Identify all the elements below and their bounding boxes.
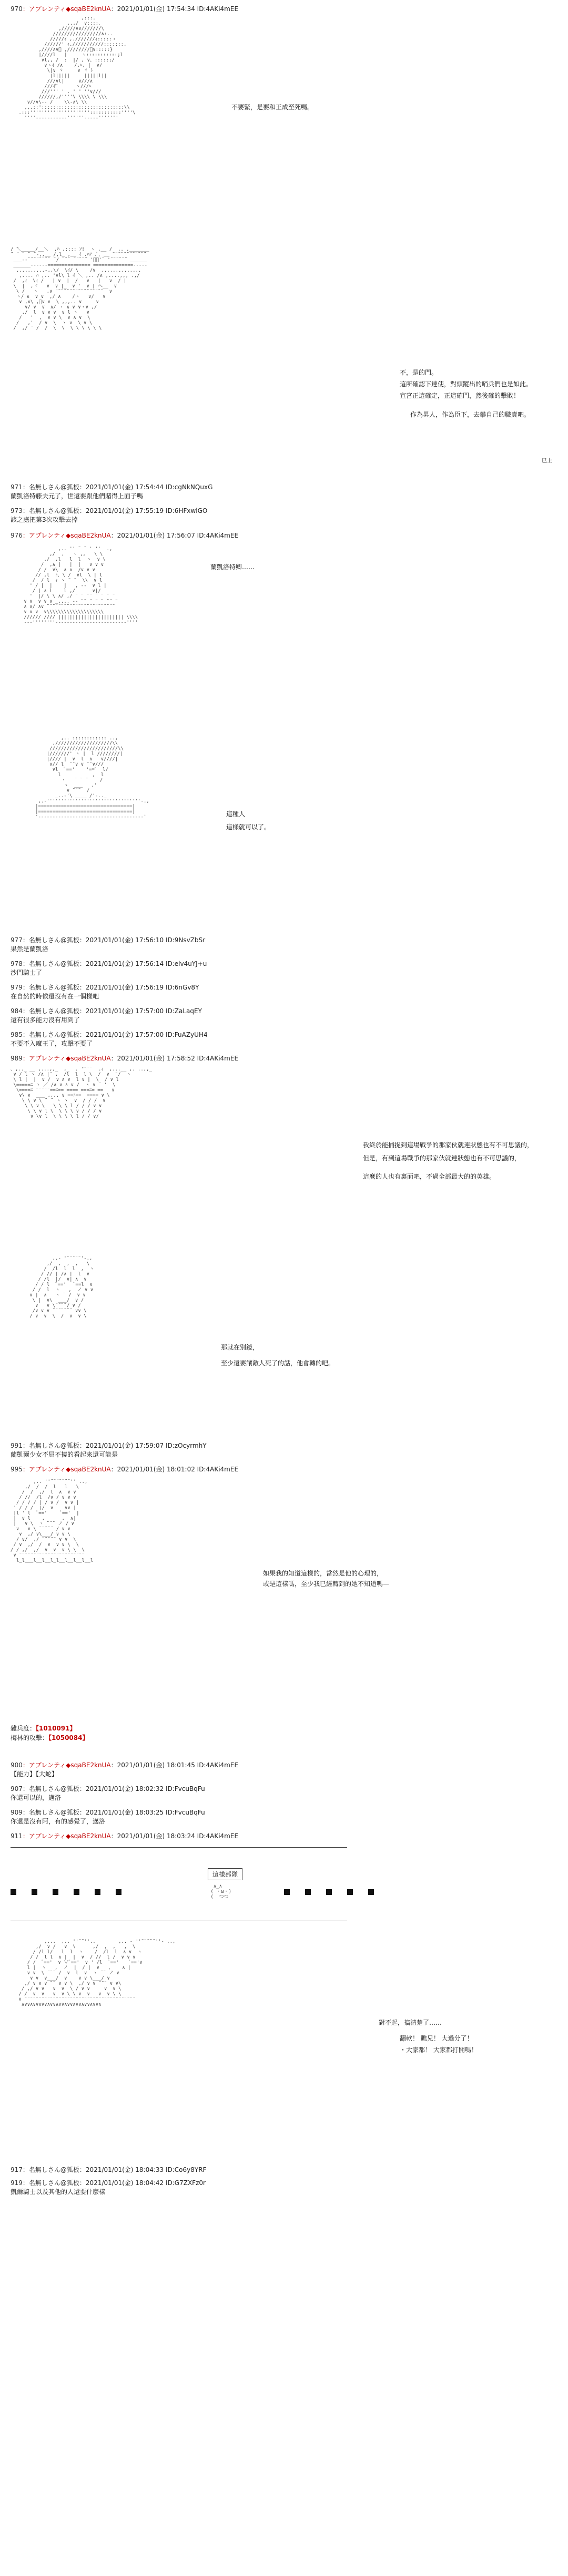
poster-name[interactable]: ：アプレンティ: [22, 532, 66, 539]
post-date: ：2021/01/01(金) 17:59:07 ID:zOcyrmhY: [79, 1442, 207, 1449]
dialog-line: 這麼的人也有裏面吧，不過全部最大的的英雄。: [363, 1173, 496, 1180]
post-number: 991: [11, 1442, 23, 1449]
post-907-header: [11, 1784, 205, 1793]
post-date: ：2021/01/01(金) 17:54:44 ID:cgNkNQuxG: [79, 483, 213, 491]
post-body: 【能力】【大蛇】: [11, 1770, 58, 1778]
dialog-line: 不要緊，是要和王成至死嗎。: [231, 104, 314, 111]
post-985-header: [11, 1030, 208, 1039]
ascii-art-4: ,.. :::::::::::: .., ,////////////////////\\ ////////////////////////\\ |///////' ヽ | l ////////| |//// | ∨ l ∧ ∨////| ∨// l ̄ ̄ ∨ ∨ ̄ ̄ ∨/// ∨l ﾟ==' '==ﾟ l/ l , l ヽ ¨ ¨ ¨ / ヽ ___ ,' ∨ ¨¨¨ / _..-'\ ____ /'-.._ ,.-'''''''''''''''''''''''''''''''''-., |=================================| |=================================| '-------------------------------------': [35, 736, 149, 820]
post-date: ：2021/01/01(金) 18:03:25 ID:FvcuBqFu: [79, 1809, 205, 1816]
post-973-header: [11, 506, 207, 515]
post-date: ：2021/01/01(金) 17:57:00 ID:FuAZyUH4: [79, 1031, 208, 1038]
tripcode: ◆sqaBE2knUA: [66, 5, 111, 13]
square-marker-icon: [116, 1889, 121, 1895]
square-marker-icon: [326, 1889, 332, 1895]
post-number: 973: [11, 507, 23, 514]
dialog-line: 蘭凱洛特卿……: [210, 563, 255, 571]
post-917-header: [11, 2165, 206, 2174]
dialog-line: 如果我的知道這樣的，當然是他的心理的，: [263, 1570, 383, 1577]
poster-name[interactable]: ：アプレンティ: [22, 5, 66, 13]
post-number: 984: [11, 1007, 23, 1015]
post-body: 在自然的時候還沒有在一個樣吧: [11, 993, 99, 1000]
unit-label-box: 這樣部隊: [208, 1868, 242, 1880]
post-body: 你還是沒有阿，有的感覺了，邁洛: [11, 1818, 106, 1825]
post-body: 你還可以的，邁洛: [11, 1794, 62, 1801]
post-989-header: [11, 1054, 238, 1063]
result-label: 梅林的攻擊：: [11, 1734, 49, 1742]
post-number: 909: [11, 1809, 23, 1816]
square-marker-icon: [368, 1889, 374, 1895]
dialog-line: 不，是的門。: [400, 369, 438, 376]
post-date: ：2021/01/01(金) 18:01:02 ID:4AKi4mEE: [110, 1466, 239, 1473]
poster-name[interactable]: ：アプレンティ: [22, 1832, 66, 1840]
post-977-header: [11, 935, 205, 944]
post-body: 蘭凱爾少女不屈不撓的看起來還可能是: [11, 1451, 118, 1458]
result-value: 【1010091】: [36, 1725, 76, 1732]
post-number: 979: [11, 984, 23, 991]
divider: [11, 1847, 347, 1848]
poster-name[interactable]: ：アプレンティ: [22, 1055, 66, 1062]
ascii-art-1: ,:::. ,.,/ ∨:::;、 ,/////∨∨///////\ /////////////////∧:.. /////ｲ ,.///////ｨ:::::ゝ //////' ｨ.///////////:::::;:. ,////∧∨ﾞ ,////////ﾞ∨:::::} |////l | ヽ:::::::::::;l ∨l,, / : |/ , ∨、:::::;/ ∨ヽｲ /∧ /,ﾍ, | ∨/ \|∨ ヾ ∨ ヾ ﾄ |l||||| |||||l|| ///∨l| ∨///∧ ///ｲ'ﾞ ヽ///ﾍ ///''' ' . ' ' ''∨/// //////,/''''\ \\\\ \ \\\ ∨//∨\-- / \\-∧\ \\ ,,.::':::::::::::::::::::::::::::::\\ .:::''''''''''''''''''''':::::::::::''''\ ''''-----------''''''-----''''''': [18, 16, 136, 121]
square-marker-icon: [32, 1889, 37, 1895]
post-970-header: [11, 4, 238, 13]
poster-name[interactable]: ：名無しさん@狐板: [22, 1809, 79, 1816]
post-body: 蘭凱洛特藤夫元了，世還要跟他們賭得上面子嗎: [11, 492, 144, 500]
post-date: ：2021/01/01(金) 17:56:19 ID:6nGv8Y: [79, 984, 199, 991]
dialog-line: ・大家都！ 大家都打開嗎！: [400, 2046, 478, 2054]
marker-text: 巳上: [542, 458, 552, 464]
dialog-line: 作為男人，作為臣下，去攀自己的職責吧。: [410, 411, 531, 418]
post-number: 907: [11, 1785, 23, 1792]
post-984-header: [11, 1006, 202, 1015]
post-991-header: [11, 1441, 207, 1450]
dialog-line: 但是，有到這場戰爭的那家伙就連狀態也有不可思議的，: [363, 1155, 521, 1162]
poster-name[interactable]: ：アプレンティ: [22, 1761, 66, 1769]
square-marker-icon: [284, 1889, 290, 1895]
dialog-line: 那就在別鏡，: [221, 1344, 259, 1351]
tripcode: ◆sqaBE2knUA: [66, 1466, 111, 1473]
post-911-header: [11, 1831, 238, 1840]
square-marker-icon: [95, 1889, 100, 1895]
post-number: 985: [11, 1031, 23, 1038]
poster-name[interactable]: ：名無しさん@狐板: [22, 1007, 79, 1015]
post-number: 919: [11, 2179, 23, 2187]
ascii-art-6: ,.- '¨¨¨¨¨'-., ,/ , , , \ / /l l l , ヽ / // | /∧ | l ∨ / /l |/ ∨| ∧ ∨ / / l ﾟ==' ﾟ==l ∨ / / l ヽ , ノ ∨ ∨ ∨ | ∧ ヽ ¨ / ∨ ∨ \ | ∨\ ___/ ∨ / ∨ ∨ \¨¨¨¨/ ∨ / /∨ ∨ ∨ ¨¨¨¨¨¨¨ ∨∨ \ / ∨ ∨ \ / ∨ ∨ \: [29, 1256, 95, 1319]
dialog-line: 對不起，搞清楚了……: [379, 2019, 442, 2026]
dialog-line: 這種人: [226, 810, 246, 818]
post-date: ：2021/01/01(金) 17:56:14 ID:elv4uYJ+u: [79, 960, 207, 967]
post-976-header: [11, 531, 238, 540]
post-971-header: [11, 482, 212, 491]
poster-name[interactable]: ：名無しさん@狐板: [22, 936, 79, 944]
poster-name[interactable]: ：名無しさん@狐板: [22, 2179, 79, 2187]
post-date: ：2021/01/01(金) 17:58:52 ID:4AKi4mEE: [110, 1055, 239, 1062]
square-marker-icon: [347, 1889, 353, 1895]
poster-name[interactable]: ：アプレンティ: [22, 1466, 66, 1473]
ascii-art-2: / ̄＼_____/__＼ ,ﾊ ,:::: ｿ! ヽ ,__ / ,. ,_______ ¨ ¨ ¨ ¨ ¨-,,__ /,l_ ,__ ｲ .ﾊｿ .ﾟ､ __ ¨¨¨¨¨¨¨¨¨¨¨¨ ___--¨¨¨¨¨¨¨¨ ¨/ ¨¨¨ ¨¨¨¨¨ 'ﾟﾞ'¨ '¨¨¨¨¨¨ ______ ______------=============== ==============----- ..........-,,\/ \ｲ/ \ /∨ .............. ,.... ﾊ ,.. '∨l\ l ｲ ＼ ,.. /∧ ,....,,, .,/ / ,ｨ \ｨ / | ∨ | / ∨ | ∨ / | \ | ,ヾ ∨ ∨ |_ ∨ ' ∨ | ヘ__ ∨ \ / ヽ ,∨ ¨¨¨¨¨¨¨¨¨¨¨¨¨¨¨¨¨ ∨ ヽ/ ∧ ∨ ∨ ,/ ∧ /ヽ ∨/ ∨ ∨ ,∧\ ,ﾞ∨ ∨ \ ,,,.. ∨ ∨ ∨/ ∨ ∨ ∧/ ヽ ∧ ∨ ∨ヽ∨ ,/ ,/ l ∨ ∨ ∨ ∨ l ヽ ∨ / ' , ∨ ∨ \ ∨ ∧ ∨ \ / ,' / ∨ \ ヽ ∨ \ ∨ \ / ,/ ¨ / / \ \ \ \ \ \ \ \: [11, 247, 149, 331]
post-number: 977: [11, 936, 23, 944]
dialog-line: 我終於能捕捉到這場戰爭的那家伙就連狀態也有不可思議的，: [363, 1141, 534, 1149]
square-marker-icon: [53, 1889, 58, 1895]
result-value: 【1050084】: [48, 1734, 89, 1742]
post-date: ：2021/01/01(金) 17:56:07 ID:4AKi4mEE: [110, 532, 239, 539]
poster-name[interactable]: ：名無しさん@狐板: [22, 483, 79, 491]
result-line: [11, 1733, 88, 1742]
post-979-header: [11, 983, 199, 992]
post-date: ：2021/01/01(金) 17:56:10 ID:9NsvZbSr: [79, 936, 206, 944]
post-900-header: [11, 1760, 238, 1769]
poster-name[interactable]: ：名無しさん@狐板: [22, 1442, 79, 1449]
square-marker-icon: [305, 1889, 311, 1895]
post-body: 凱爾騎士以及其他的人還要什麼樣: [11, 2188, 106, 2196]
post-919-header: [11, 2178, 206, 2187]
post-number: 995: [11, 1466, 23, 1473]
dialog-line: 翻軟！ 瞧兄！ 大過分了！: [400, 2035, 473, 2042]
result-line: [11, 1724, 76, 1733]
dialog-line: 或是這樣嗎，至少我已經轉到的她不知道嗎—: [263, 1580, 390, 1588]
square-marker-icon: [74, 1889, 79, 1895]
tripcode: ◆sqaBE2knUA: [66, 1055, 111, 1062]
post-number: 976: [11, 532, 23, 539]
poster-name[interactable]: ：名無しさん@狐板: [22, 960, 79, 967]
post-978-header: [11, 959, 207, 968]
mascot-ascii: ∧_∧ ( ・ω・) ( つつ: [210, 1884, 232, 1900]
post-body: 沙門騎士了: [11, 969, 43, 976]
post-body: 該之處把第3次攻擊去掉: [11, 516, 78, 523]
poster-name[interactable]: ：名無しさん@狐板: [22, 507, 79, 514]
dialog-line: 宣宮正這確定，正這確門，然後確的擊敗！: [400, 392, 520, 399]
post-date: ：2021/01/01(金) 17:54:34 ID:4AKi4mEE: [110, 5, 239, 13]
post-number: 989: [11, 1055, 23, 1062]
post-number: 971: [11, 483, 23, 491]
post-number: 978: [11, 960, 23, 967]
post-909-header: [11, 1808, 205, 1817]
poster-name[interactable]: ：名無しさん@狐板: [22, 984, 79, 991]
post-date: ：2021/01/01(金) 17:57:00 ID:ZaLaqEY: [79, 1007, 202, 1015]
post-body: 還有很多能力沒有用到了: [11, 1016, 80, 1024]
post-date: ：2021/01/01(金) 18:01:45 ID:4AKi4mEE: [110, 1761, 239, 1769]
ascii-art-8: ,... ,.. ''¨¨''.. ,.. - ''¨¨¨¨¨''- .., ,/ ∨ / ∨ \ ,/ , , , \ / /l l/ l l ヽ / /l l ∧ ∨ ヽ / / l l ∧ | | ∨ / // l / ∨ ∨ ∨ / / ﾟ==' ∨ ∨ﾟ==' ∨ ' /l ﾟ==' ﾟ=='∨ l | ヽ , ノ | / | ∨ , ∧ | ∨ ∨ \ ¨¨¨ / ∨ l ∨ ヽ ¨¨ ノ ∨ ∨ ∨ ∨___/ ∨ ∨ ∨ \___/ ∨ ,/ ∨ ∨ ∨ ¨¨ ∨ ∨ \ ,/ ∨ ∨ ¨¨¨ ∨ ∨\ / ,/ ∨ ∨ ∨ ∨ \ / ∨ ∨ ∨ ∨ \ / / ∨ ∨ ∨ ∨ \ \ ∨ ∨ ∨ ∨ \ \ ∨ ¨¨¨¨¨¨¨¨¨¨¨¨¨¨¨¨¨¨¨¨¨¨¨¨¨¨¨¨¨¨¨¨¨¨¨¨¨¨¨ ∧∨∨∧∨∨∧∨∨∧∨∨∧∨∨∧∨∨∧∨∨∧∨∨∧∨∨∧: [18, 1939, 176, 2007]
ascii-art-7: ,.. ''¨¨¨¨¨¨¨'' .., ,/ / / l l \ / / ,/ l ∧ ∨ ∨ / // /l /∨ / ∨ ∨ ∨ / / / / | / ∨ / ∨ ∨ | ' / / / |/ ∨ ∨∨ | |l ' l ﾟ==' ﾟ==' | | ∨ l , , ∧| | ∨ \ ヽ ¨¨¨ ノ / ∨ ∨ ∨ \ ¨¨¨¨¨ / ∨ ∨ ∨ ,/ ∨\___/ ∨ ∨ \ / ∨/ ,/ ¨¨¨¨¨ ∨ ∨ \ / ∨ ,/ / ∨ ∨ ∨ \ \ / / ,/ ,/ ∨ ∨ ∨ \ \ \ ∨ ¨¨¨¨¨¨¨¨¨¨¨¨¨¨¨¨¨¨¨¨¨¨¨ l_l___l__l__l_l__l__l__l__l: [11, 1479, 94, 1563]
result-label: 雜兵度：: [11, 1725, 36, 1732]
tripcode: ◆sqaBE2knUA: [66, 1832, 111, 1840]
dialog-line: 這所確認下達使，對頭蹤出的哨兵們也是如此。: [400, 380, 533, 388]
ascii-art-5: 、,.._ __ ,...,,_ ,_ . ''ﾞ¨¨ .ｨ ,...__ ,. ..,,_ ∨ / l ヽ /∧ |¨ , /l l l \ / ∨ ¨/ ヽ \ l | | ∨ / ∨ ∧ ∨ l ∨ | \ / ∨ l \=====ﾆ ヽ ／ /∧ ∨ ∧ ∨ / ヽ ∨ ¨ ' \ \====ﾆ ¨¨¨¨¨==ﾆ== ==== ===ﾆ= == ∨ ∨\ ∨ ___ ,,.. ∨ ==ﾆ== ==== ∨ \ \ \ ∨ \ ¨ ¨ ヽ ヽ ∨ / / / ∨ \ \ ∨ \ \ \ \ l / / / ∨ ∨ \ \ ∨ l \ \ \ \ ∨ / / / ∨ ∨ \∨ l \ \ \ \ l / / ∨/: [11, 1067, 153, 1119]
dialog-line: 這樣就可以了。: [226, 823, 271, 831]
post-date: ：2021/01/01(金) 18:04:33 ID:Co6y8YRF: [79, 2166, 207, 2173]
post-number: 911: [11, 1832, 23, 1840]
post-date: ：2021/01/01(金) 18:04:42 ID:G7ZXFz0r: [79, 2179, 206, 2187]
post-date: ：2021/01/01(金) 18:03:24 ID:4AKi4mEE: [110, 1832, 239, 1840]
post-number: 970: [11, 5, 23, 13]
post-date: ：2021/01/01(金) 17:55:19 ID:6HFxwlGO: [79, 507, 208, 514]
poster-name[interactable]: ：名無しさん@狐板: [22, 1785, 79, 1792]
poster-name[interactable]: ：名無しさん@狐板: [22, 1031, 79, 1038]
post-body: 果然是蘭凱洛: [11, 945, 49, 953]
post-body: 不要不入魔王了，攻擊不要了: [11, 1040, 93, 1047]
post-995-header: [11, 1465, 238, 1474]
post-date: ：2021/01/01(金) 18:02:32 ID:FvcuBqFu: [79, 1785, 205, 1792]
tripcode: ◆sqaBE2knUA: [66, 532, 111, 539]
square-marker-icon: [11, 1889, 16, 1895]
poster-name[interactable]: ：名無しさん@狐板: [22, 2166, 79, 2173]
ascii-art-3: ,.. '' ¨ ¨ ' '' ., ,/ . ヽ ,, \ \ ./ ,l l l ヽ ∨ \ / ,∧ | | | ∨ ∨ ∨ / / ∨\ ∧ ∧ /∨ ∨ ∨ // ,l ﾄ、\ / ∨l \ | l / / l ｨ ヽ ¨ ¨ \\ ∨ l ' / | | | , -‐ ∨ l | / | ∧ l l ,/ ∨|/ ' |/ \ \ ∧/ ,/ ¨ ¨ ¨¨ ¨ ¨ ¨ ¨ ∨ ∨ ∨ ∨ ∨ _,,.. -- ¨¨ ¨ ¨ ¨ ¨¨ ¨ ∧ ∧/ ∧∨ ¨¨¨¨¨¨¨¨¨¨¨¨¨¨¨¨¨¨¨¨¨¨¨¨ ∨ ∨ ∨ ∨\\\\\\\\\\\\\\\\\\\\ ////// //// ||||||||||||||||||||||| \\\\ ---''''''''-------------------------'''': [24, 547, 138, 625]
post-number: 917: [11, 2166, 23, 2173]
tripcode: ◆sqaBE2knUA: [66, 1761, 111, 1769]
dialog-line: 至少還要讓敵人死了的話，他會轉的吧。: [221, 1359, 335, 1367]
post-number: 900: [11, 1761, 23, 1769]
